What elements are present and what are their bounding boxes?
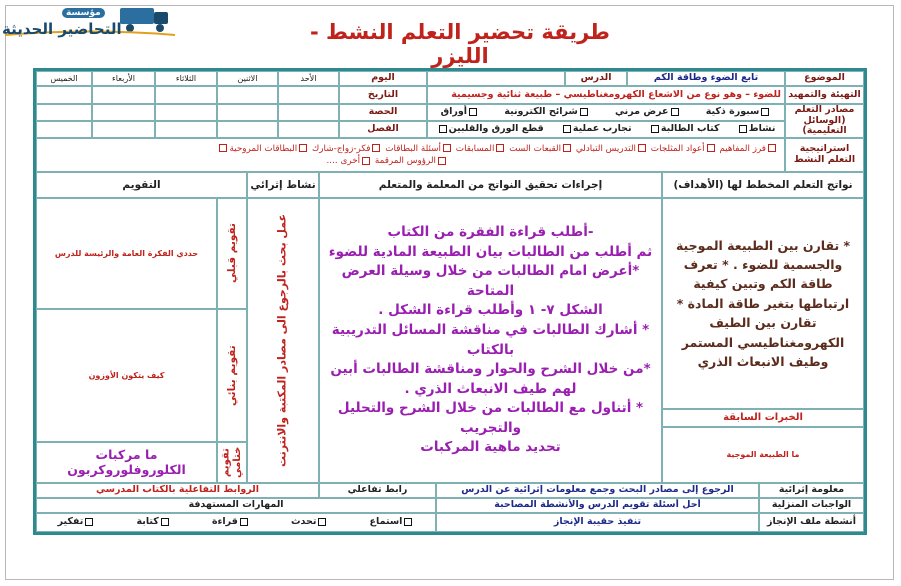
checkbox-icon [439,125,447,133]
checkbox-icon [496,144,504,152]
eval-pre-value: حددي الفكرة العامة والرئيسة للدرس [36,198,217,309]
checkbox-icon [85,518,93,526]
procedure-line: الشكل ٧- ١ وأطلب قراءة الشكل . [378,302,603,319]
source-item[interactable]: سبورة ذكية [706,107,772,118]
strategy-item[interactable]: الرؤوس المرقمة [375,156,448,166]
checkbox-icon [469,108,477,116]
date-cell-3 [155,86,217,104]
enrich-info-label: معلومة إثرائية [759,483,864,498]
day-wednesday: الأربعاء [92,71,155,86]
eval-form-value: كيف يتكون الأوزون [36,309,217,442]
source-item[interactable]: أوراق [441,107,479,118]
class-cell-4 [92,121,155,138]
source-item[interactable]: تجارب عملية [561,124,632,135]
procedure-line: * أشارك الطالبات في مناقشة المسائل التدريبية بالكتاب [331,321,650,358]
date-cell-2 [217,86,278,104]
source-item[interactable]: كتاب الطالبة [649,124,720,135]
strategy-item[interactable]: القبعات الست [509,144,573,154]
eval-final-label: تقويم ختامي [217,442,247,483]
strategy-label: استراتيجية التعلم النشط [785,138,864,172]
sources-label: مصادر التعلم (الوسائل التعليمية) [785,104,864,138]
checkbox-icon [563,125,571,133]
skills-options [36,513,436,532]
checkbox-icon [372,144,380,152]
page-title: طريقة تحضير التعلم النشط - الليزر [310,20,610,68]
lesson-plan-sheet [33,68,867,535]
strategy-item[interactable]: فرز المفاهيم [719,144,778,154]
skill-item[interactable]: كتابة [136,517,170,528]
class-label: الفصل [339,121,427,138]
source-item[interactable]: نشاط [737,124,776,135]
class-cell-2 [217,121,278,138]
date-label: التاريخ [339,86,427,104]
strategy-item[interactable]: أسئلة البطاقات [385,144,453,154]
class-cell-5 [36,121,92,138]
checkbox-icon [671,108,679,116]
checkbox-icon [438,157,446,165]
intro-value: للضوء – وهو نوع من الاشعاع الكهرومغناطيسي – طبيعة ثنائية وجسيمية [427,86,785,104]
period-label: الحصة [339,104,427,121]
checkbox-icon [299,144,307,152]
procedure-line: تحديد ماهية المركبات [420,439,561,456]
procedure-line: *من خلال الشرح والحوار ومناقشة الطالبات أبين لهم طيف الانبعاث الذري . [330,361,651,397]
outcomes-header: نواتج التعلم المخطط لها (الأهداف) [662,172,864,198]
source-item[interactable]: عرض مرني [615,107,680,118]
procedures-header: إجراءات تحقيق النواتج من المعلمة والمتعلم [319,172,662,198]
strategy-row-1 [217,144,778,154]
strategy-item[interactable]: أخرى .... [327,156,373,166]
eval-form-label: تقويم بنائي [217,309,247,442]
objectives-cell [662,198,864,409]
period-cell-5 [36,104,92,121]
day-tuesday: الثلاثاء [155,71,217,86]
skill-item[interactable]: استماع [370,517,415,528]
skill-item[interactable]: تفكير [58,517,96,528]
procedure-line: -أطلب قراءة الفقرة من الكتاب [387,224,594,241]
intro-label: التهيئة والتمهيد [785,86,864,104]
checkbox-icon [768,144,776,152]
logo [0,2,180,42]
date-cell-4 [92,86,155,104]
skills-label: المهارات المستهدفة [36,498,436,513]
lesson-label: الدرس [565,71,627,86]
class-cell-1 [278,121,339,138]
procedure-line: ثم أطلب من الطالبات بيان الطبيعة المادية للضوء [328,243,653,260]
checkbox-icon [318,518,326,526]
enrichment-activity: عمل بحث بالرجوع الى مصادر المكتبة والانترنت [247,198,319,483]
procedures-cell [319,198,662,483]
interactive-label: رابط تفاعلي [319,483,436,498]
eval-final-value: ما مركبات الكلوروفلوروكربون [36,442,217,483]
period-cell-4 [92,104,155,121]
day-monday: الاثنين [217,71,278,86]
checkbox-icon [580,108,588,116]
homework-value: أحل أسئلة تقويم الدرس والأنشطة المصاحبة [436,498,759,513]
logo-text: التحاضير الحديثة [2,20,122,38]
evaluation-header: التقويم [36,172,247,198]
lesson-extra [427,71,565,86]
procedure-line: *أعرض امام الطالبات من خلال وسيلة العرض المتاحة [341,263,640,299]
homework-label: الواجبات المنزلية [759,498,864,513]
logo-badge: مؤسسة [62,8,105,18]
date-cell-1 [278,86,339,104]
portfolio-value: تنفيذ حقيبة الإنجاز [436,513,759,532]
source-item[interactable]: شرائح الكترونية [504,107,589,118]
strategy-item[interactable]: المسابقات [456,144,507,154]
checkbox-icon [563,144,571,152]
checkbox-icon [761,108,769,116]
portfolio-label: أنشطة ملف الإنجاز [759,513,864,532]
skill-item[interactable]: تحدث [291,517,328,528]
day-thursday: الخميس [36,71,92,86]
lesson-value: تابع الضوء وطاقة الكم [627,71,785,86]
strategy-options [36,138,785,172]
checkbox-icon [161,518,169,526]
sources-row-2 [427,121,785,138]
checkbox-icon [362,157,370,165]
procedure-line: * أتناول مع الطالبات من خلال الشرح والتحليل والتجريب [337,400,644,436]
strategy-item[interactable]: أعواد المثلجات [651,144,717,154]
checkbox-icon [651,125,659,133]
period-cell-1 [278,104,339,121]
day-label: اليوم [339,71,427,86]
checkbox-icon [404,518,412,526]
prior-label: الخبرات السابقة [662,409,864,427]
day-sunday: الأحد [278,71,339,86]
source-item[interactable]: قطع الورق والقلبين [437,124,544,135]
period-cell-3 [155,104,217,121]
sources-row-1 [427,104,785,121]
strategy-item[interactable]: فكر-زواج-شارك [312,144,382,154]
checkbox-icon [240,518,248,526]
prior-value: ما الطبيعة الموجية [662,427,864,483]
period-cell-2 [217,104,278,121]
checkbox-icon [638,144,646,152]
interactive-value: الروابط التفاعلية بالكتاب المدرسي [36,483,319,498]
date-cell-5 [36,86,92,104]
skill-item[interactable]: قراءة [212,517,250,528]
checkbox-icon [739,125,747,133]
objectives-text: * تقارن بين الطبيعة الموجية والجسمية للضوء . * تعرف طاقة الكم وتبين كيفية ارتباطها بتغير طاقة المادة * تقارن بين الطيف الكهرومغناطيسي المستمر وطيف الانبعاث الذري [675,237,851,369]
eval-pre-label: تقويم قبلي [217,198,247,309]
class-cell-3 [155,121,217,138]
strategy-item[interactable]: التدريس التبادلي [576,144,648,154]
subject-label: الموضوع [785,71,864,86]
strategy-row-2 [327,156,779,166]
enrich-info-value: الرجوع إلى مصادر البحث وجمع معلومات إثرائية عن الدرس [436,483,759,498]
checkbox-icon [443,144,451,152]
checkbox-icon [219,144,227,152]
strategy-item[interactable]: البطاقات المروحية [217,144,309,154]
enrichment-header: نشاط إثرائي [247,172,319,198]
checkbox-icon [707,144,715,152]
